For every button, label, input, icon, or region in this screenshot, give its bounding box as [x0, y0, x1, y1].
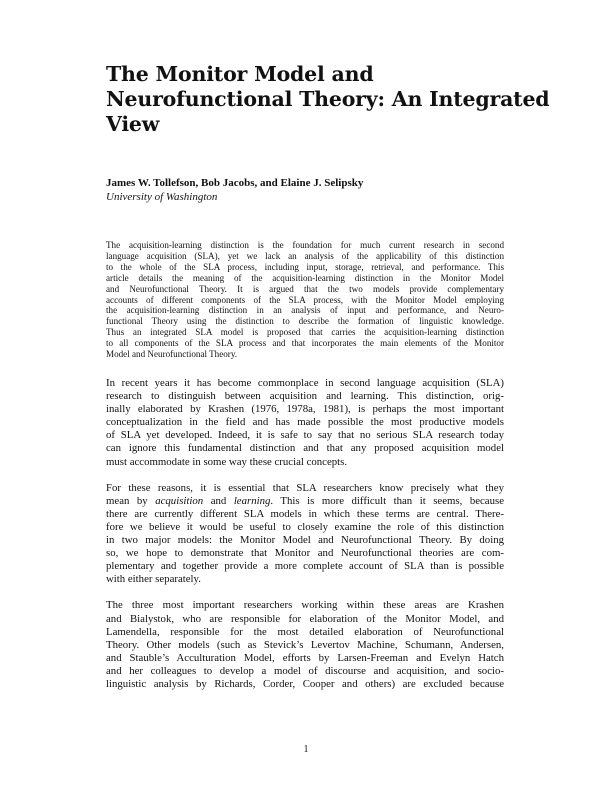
body-line: can ignore this fundamental distinction and that any proposed acquisition model: [106, 442, 504, 455]
body-line: plementary and together provide a more complete account of SLA than is possible: [106, 560, 504, 573]
abstract-line: article details the meaning of the acquisition-learning distinction in the Monitor Model: [106, 272, 504, 283]
body-line: In recent years it has become commonplace in second language acquisition (SLA): [106, 377, 504, 389]
abstract-line: The acquisition-learning distinction is the foundation for much current research in second: [106, 240, 504, 250]
title-line: Neurofunctional Theory: An Integrated: [106, 87, 550, 111]
body-paragraph-2: [106, 482, 504, 587]
body-text-segment: mean by: [106, 494, 156, 507]
body-line: and her colleagues to develop a model of discourse and acquisition, and socio-: [106, 664, 504, 677]
abstract-line: language acquisition (SLA), yet we lack an analysis of the applicability of this distinction: [106, 250, 504, 261]
body-line: there are currently different SLA models in which these terms are central. There-: [106, 507, 504, 520]
emphasis-learning: learning: [233, 494, 271, 507]
body-line: and Stauble’s Acculturation Model, efforts by Larsen-Freeman and Evelyn Hatch: [106, 651, 504, 664]
body-text: [106, 377, 504, 704]
abstract-line: to the whole of the SLA process, including input, storage, retrieval, and performance. This: [106, 261, 504, 272]
abstract-line: functional Theory using the distinction to describe the formation of linguistic knowledge.: [106, 316, 504, 327]
body-line: research to distinguish between acquisition and learning. This distinction, orig-: [106, 390, 504, 403]
emphasis-acquisition: acquisition: [155, 494, 204, 507]
body-line: of SLA yet developed. Indeed, it is safe to say that no serious SLA research today: [106, 429, 504, 442]
title-line: View: [106, 112, 160, 136]
abstract-line: and Neurofunctional Theory. It is argued that the two models provide complementary: [106, 283, 504, 294]
body-text-segment: . This is more difficult than it seems, because: [270, 494, 504, 507]
body-line: so, we hope to demonstrate that Monitor and Neurofunctional theories are com-: [106, 547, 504, 560]
abstract-line: Thus an integrated SLA model is proposed that carries the acquisition-learning distinction: [106, 327, 504, 338]
body-line: with either separately.: [106, 573, 201, 586]
body-line-with-emphasis: [106, 495, 504, 508]
abstract: [106, 240, 504, 360]
title-line: The Monitor Model and: [106, 62, 374, 86]
body-line: fore we believe it would be useful to closely examine the role of this distinction: [106, 520, 504, 533]
body-line: For these reasons, it is essential that SLA researchers know precisely what they: [106, 481, 504, 494]
body-line: Theory. Other models (such as Stevick’s Levertov Machine, Schumann, Andersen,: [106, 638, 504, 651]
body-line: Lamendella, responsible for the most detailed elaboration of Neurofunctional: [106, 625, 504, 638]
author-affiliation: University of Washington: [106, 191, 218, 203]
abstract-line: the acquisition-learning distinction in an analysis of input and performance, and Neuro-: [106, 305, 504, 316]
author-list: James W. Tollefson, Bob Jacobs, and Elaine J. Selipsky: [106, 177, 364, 189]
body-paragraph-3: [106, 599, 504, 691]
body-line: must accommodate in some way these crucial concepts.: [106, 455, 348, 468]
body-line: conceptualization in the field and has made possible the most productive models: [106, 416, 504, 429]
body-line: The three most important researchers working within these areas are Krashen: [106, 599, 504, 612]
abstract-line: to all components of the SLA process and that incorporates the main elements of the Monitor: [106, 338, 504, 349]
body-paragraph-1: [106, 377, 504, 469]
body-line: linguistic analysis by Richards, Corder, Cooper and others) are excluded because: [106, 677, 504, 690]
article-title: [106, 62, 550, 137]
abstract-line: accounts of different components of the SLA process, with the Monitor Model employing: [106, 294, 504, 305]
page-number: 1: [303, 744, 309, 755]
body-line: inally elaborated by Krashen (1976, 1978a, 1981), is perhaps the most important: [106, 403, 504, 416]
body-line: and Bialystok, who are responsible for elaboration of the Monitor Model, and: [106, 612, 504, 625]
body-line: in two major models: the Monitor Model and Neurofunctional Theory. By doing: [106, 534, 504, 547]
body-text-segment: and: [203, 494, 234, 507]
abstract-line: Model and Neurofunctional Theory.: [106, 349, 238, 360]
